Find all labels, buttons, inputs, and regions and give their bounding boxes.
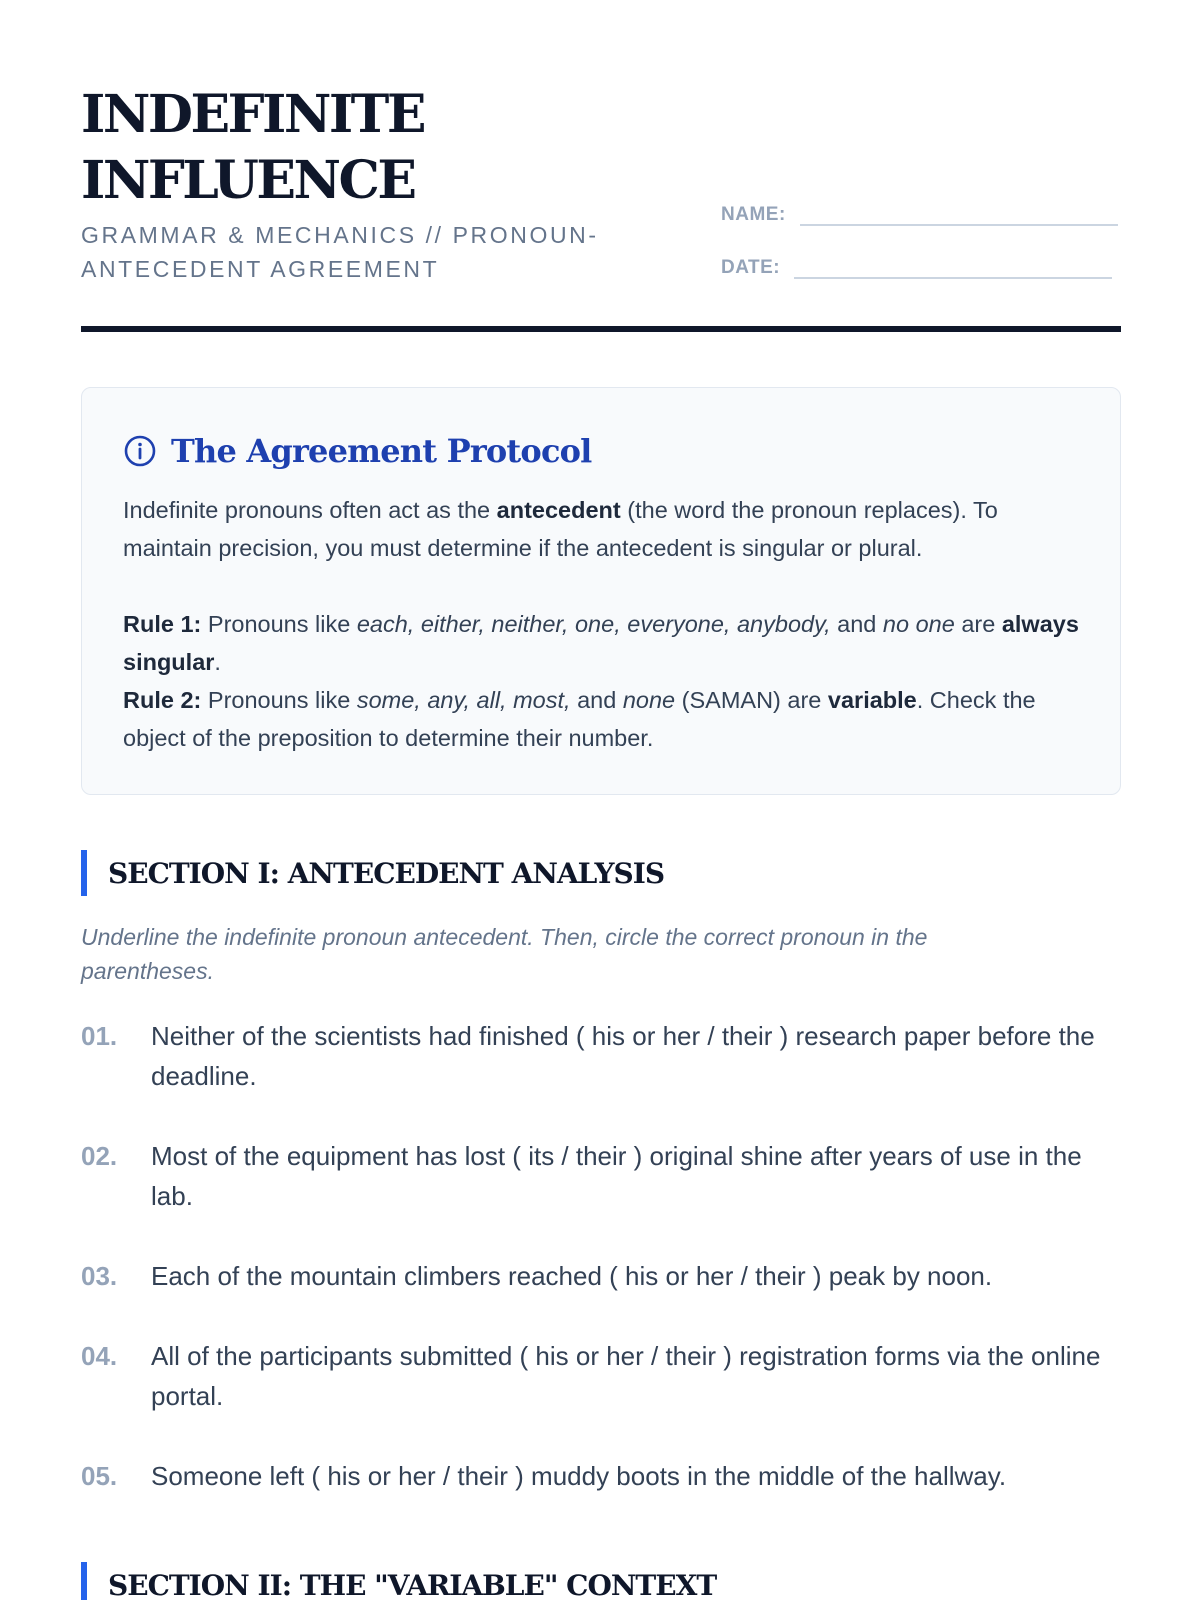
infobox-heading xyxy=(123,432,592,470)
section-1-title: SECTION I: ANTECEDENT ANALYSIS xyxy=(108,856,665,890)
rule-2: Rule 2: Pronouns like some, any, all, most, and none (SAMAN) are variable. Check the object of the preposition to determine their number. xyxy=(123,687,1036,751)
question-4 xyxy=(81,1336,1121,1416)
question-2 xyxy=(81,1136,1121,1216)
infobox-intro: Indefinite pronouns often act as the antecedent (the word the pronoun replaces). To maintain precision, you must determine if the antecedent is singular or plural. xyxy=(123,497,998,561)
question-number: 05. xyxy=(81,1461,118,1491)
date-label: DATE: xyxy=(721,257,781,278)
header-divider xyxy=(81,326,1121,332)
section-2-title: SECTION II: THE "VARIABLE" CONTEXT xyxy=(108,1568,717,1600)
name-field xyxy=(721,200,1118,226)
name-label: NAME: xyxy=(721,204,786,225)
agreement-protocol-box xyxy=(81,387,1121,795)
title-line-1: INDEFINITE xyxy=(81,84,425,145)
question-5 xyxy=(81,1456,1121,1496)
section-accent-bar xyxy=(81,1562,87,1600)
section-2-heading xyxy=(81,1562,716,1600)
title-line-2: INFLUENCE xyxy=(81,150,415,211)
section-1-instructions: Underline the indefinite pronoun antecedent. Then, circle the correct pronoun in the parentheses. xyxy=(81,924,928,984)
rule-1: Rule 1: Pronouns like each, either, neither, one, everyone, anybody, and no one are always singular. xyxy=(123,611,1079,675)
infobox-title: The Agreement Protocol xyxy=(171,432,592,470)
antecedent-term: antecedent xyxy=(496,497,621,523)
question-text[interactable]: Neither of the scientists had finished ( his or her / their ) research paper before the deadline. xyxy=(151,1021,1095,1091)
question-number: 01. xyxy=(81,1021,118,1051)
worksheet-page xyxy=(81,0,1121,1600)
worksheet-title xyxy=(81,82,424,214)
section-accent-bar xyxy=(81,850,87,896)
question-number: 03. xyxy=(81,1261,118,1291)
question-number: 04. xyxy=(81,1341,118,1371)
info-circle-icon xyxy=(123,434,157,468)
question-text[interactable]: Someone left ( his or her / their ) muddy boots in the middle of the hallway. xyxy=(151,1461,1007,1491)
worksheet-subtitle: GRAMMAR & MECHANICS // PRONOUN-ANTECEDENT AGREEMENT xyxy=(81,222,599,282)
question-number: 02. xyxy=(81,1141,118,1171)
question-text[interactable]: Each of the mountain climbers reached ( his or her / their ) peak by noon. xyxy=(151,1261,993,1291)
name-blank-line[interactable] xyxy=(800,200,1118,226)
date-blank-line[interactable] xyxy=(794,253,1112,279)
infobox-body xyxy=(123,491,1083,757)
section-1-heading xyxy=(81,850,664,896)
question-3 xyxy=(81,1256,1121,1296)
question-1 xyxy=(81,1016,1121,1096)
date-field xyxy=(721,253,1112,279)
worksheet-header xyxy=(81,0,1121,332)
question-text[interactable]: All of the participants submitted ( his or her / their ) registration forms via the online portal. xyxy=(151,1341,1101,1411)
question-text[interactable]: Most of the equipment has lost ( its / their ) original shine after years of use in the lab. xyxy=(151,1141,1082,1211)
